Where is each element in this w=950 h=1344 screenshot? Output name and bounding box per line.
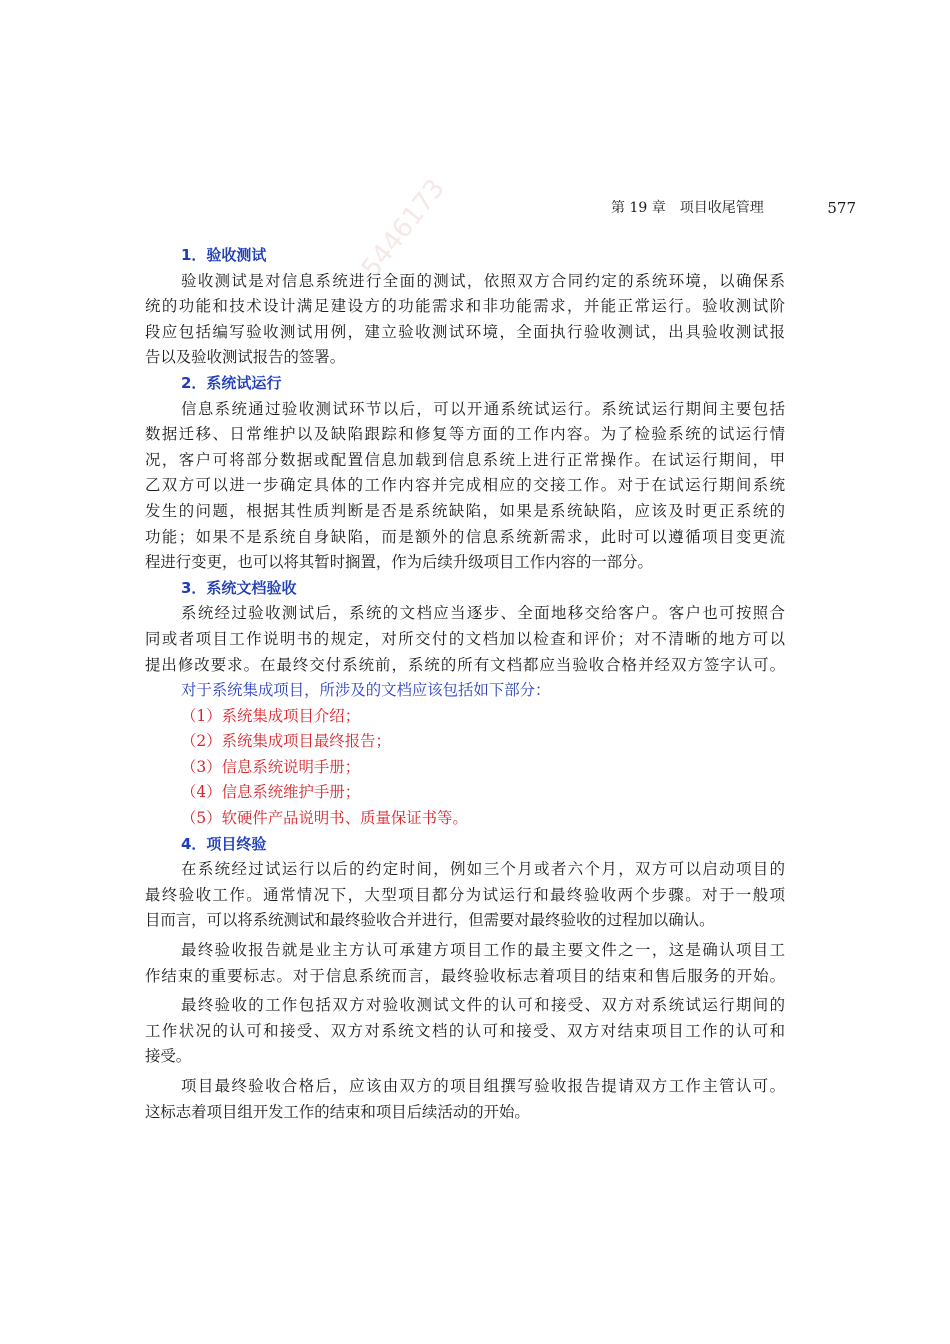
section-heading: 3．系统文档验收 [181, 578, 297, 597]
section-heading: 4．项目终验 [181, 834, 267, 853]
list-item: （4）信息系统维护手册； [181, 783, 361, 802]
paragraph-line: 最终验收工作。通常情况下，大型项目都分为试运行和最终验收两个步骤。对于一般项 [145, 885, 785, 904]
paragraph-line: 段应包括编写验收测试用例，建立验收测试环境，全面执行验收测试，出具验收测试报 [145, 322, 785, 341]
running-header [611, 197, 856, 219]
paragraph-line: 系统经过验收测试后，系统的文档应当逐步、全面地移交给客户。客户也可按照合 [181, 604, 785, 623]
paragraph-line: 验收测试是对信息系统进行全面的测试，依照双方合同约定的系统环境，以确保系 [181, 271, 785, 290]
paragraph-line: 发生的问题，根据其性质判断是否是系统缺陷，如果是系统缺陷，应该及时更正系统的 [145, 501, 785, 520]
paragraph-line: 工作状况的认可和接受、双方对系统文档的认可和接受、双方对结束项目工作的认可和 [145, 1021, 785, 1040]
list-item: （3）信息系统说明手册； [181, 757, 361, 776]
paragraph-line: 程进行变更，也可以将其暂时搁置，作为后续升级项目工作内容的一部分。 [145, 553, 653, 572]
section-heading: 1．验收测试 [181, 246, 267, 264]
paragraph-line: 在系统经过试运行以后的约定时间，例如三个月或者六个月，双方可以启动项目的 [181, 860, 785, 879]
paragraph-line: 最终验收的工作包括双方对验收测试文件的认可和接受、双方对系统试运行期间的 [181, 996, 785, 1015]
paragraph-line: 告以及验收测试报告的签署。 [145, 348, 346, 367]
list-item: （1）系统集成项目介绍； [181, 706, 361, 725]
paragraph-line: 作结束的重要标志。对于信息系统而言，最终验收标志着项目的结束和售后服务的开始。 [145, 966, 785, 985]
watermark: 5446173 [356, 173, 451, 284]
chapter-title: 第 19 章 项目收尾管理 [611, 200, 764, 216]
paragraph-line: 接受。 [145, 1047, 192, 1066]
paragraph-line: 乙双方可以进一步确定具体的工作内容并完成相应的交接工作。对于在试运行期间系统 [145, 476, 785, 495]
paragraph-line: 数据迁移、日常维护以及缺陷跟踪和修复等方面的工作内容。为了检验系统的试运行情 [145, 425, 785, 444]
document-list-intro: 对于系统集成项目，所涉及的文档应该包括如下部分： [181, 681, 551, 700]
page-number: 577 [827, 199, 856, 217]
list-item: （5）软硬件产品说明书、质量保证书等。 [181, 809, 468, 828]
paragraph-line: 项目最终验收合格后，应该由双方的项目组撰写验收报告提请双方工作主管认可。 [181, 1077, 785, 1095]
paragraph-line: 最终验收报告就是业主方认可承建方项目工作的最主要文件之一，这是确认项目工 [181, 941, 785, 960]
paragraph-line: 同或者项目工作说明书的规定，对所交付的文档加以检查和评价；对不清晰的地方可以 [145, 629, 785, 648]
paragraph-line: 提出修改要求。在最终交付系统前，系统的所有文档都应当验收合格并经双方签字认可。 [145, 655, 785, 674]
paragraph-line: 目而言，可以将系统测试和最终验收合并进行，但需要对最终验收的过程加以确认。 [145, 911, 715, 930]
page-body [145, 243, 785, 1125]
list-item: （2）系统集成项目最终报告； [181, 732, 391, 751]
paragraph-line: 况，客户可将部分数据或配置信息加载到信息系统上进行正常操作。在试运行期间，甲 [145, 450, 785, 469]
paragraph-line: 统的功能和技术设计满足建设方的功能需求和非功能需求，并能正常运行。验收测试阶 [145, 297, 785, 316]
paragraph-line: 这标志着项目组开发工作的结束和项目后续活动的开始。 [145, 1102, 530, 1121]
paragraph-line: 信息系统通过验收测试环节以后，可以开通系统试运行。系统试运行期间主要包括 [181, 399, 785, 418]
section-heading: 2．系统试运行 [181, 373, 282, 392]
paragraph-line: 功能；如果不是系统自身缺陷，而是额外的信息系统新需求，此时可以遵循项目变更流 [145, 527, 785, 546]
